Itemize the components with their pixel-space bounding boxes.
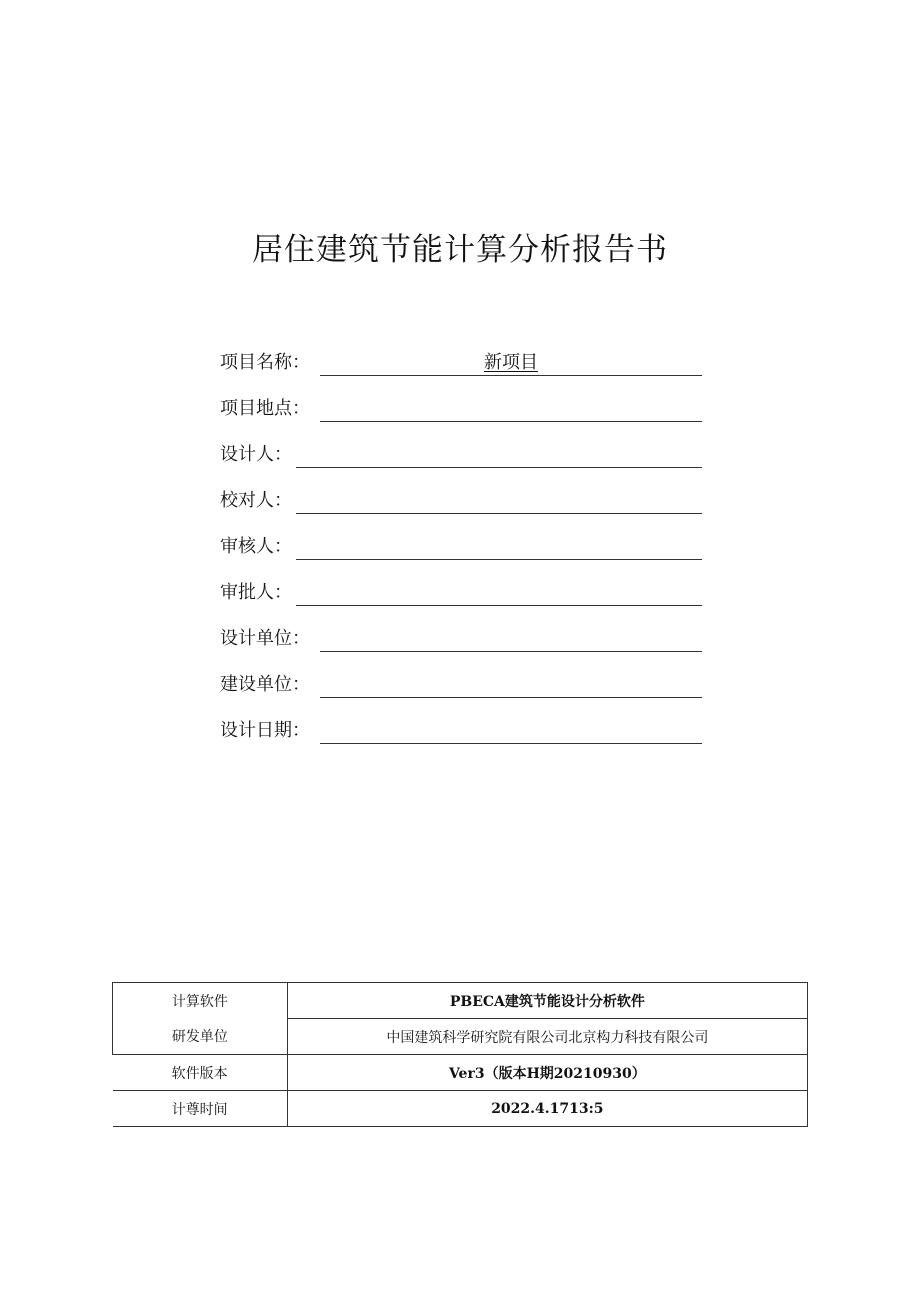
field-project-name (220, 346, 702, 376)
field-designer (220, 438, 702, 468)
field-input-construction-unit[interactable] (320, 673, 702, 698)
field-value: 新项目 (476, 352, 546, 373)
table-key: 软件版本 (113, 1055, 288, 1091)
report-title: 居住建筑节能计算分析报告书 (252, 232, 668, 268)
field-input-approver[interactable] (296, 581, 702, 606)
field-label: 设计日期： (220, 720, 310, 741)
field-project-location (220, 392, 702, 422)
table-row (113, 1019, 808, 1055)
table-value: Ver3（版本H期20210930） (287, 1055, 807, 1091)
field-proofreader (220, 484, 702, 514)
field-label: 校对人： (220, 490, 292, 511)
field-label: 建设单位： (220, 674, 310, 695)
table-key: 计算软件 (113, 983, 288, 1019)
field-label: 审核人： (220, 536, 292, 557)
field-label: 审批人： (220, 582, 292, 603)
table-key: 研发单位 (113, 1019, 288, 1055)
table-value: 2022.4.1713:5 (287, 1091, 807, 1127)
field-input-design-unit[interactable] (320, 627, 702, 652)
software-info-table (112, 982, 808, 1127)
field-approver (220, 576, 702, 606)
table-value: PBECA建筑节能设计分析软件 (287, 983, 807, 1019)
table-row (113, 983, 808, 1019)
field-input-reviewer[interactable] (296, 535, 702, 560)
field-input-project-location[interactable] (320, 397, 702, 422)
field-design-unit (220, 622, 702, 652)
table-key: 计尊时间 (113, 1091, 288, 1127)
field-construction-unit (220, 668, 702, 698)
field-design-date (220, 714, 702, 744)
field-label: 项目名称： (220, 352, 310, 373)
field-label: 项目地点： (220, 398, 310, 419)
table-row (113, 1055, 808, 1091)
field-reviewer (220, 530, 702, 560)
field-input-proofreader[interactable] (296, 489, 702, 514)
field-input-design-date[interactable] (320, 719, 702, 744)
field-input-designer[interactable] (296, 443, 702, 468)
table-row (113, 1091, 808, 1127)
field-label: 设计单位： (220, 628, 310, 649)
field-input-project-name[interactable] (320, 351, 702, 376)
field-label: 设计人： (220, 444, 292, 465)
table-value: 中国建筑科学研究院有限公司北京构力科技有限公司 (287, 1019, 807, 1055)
